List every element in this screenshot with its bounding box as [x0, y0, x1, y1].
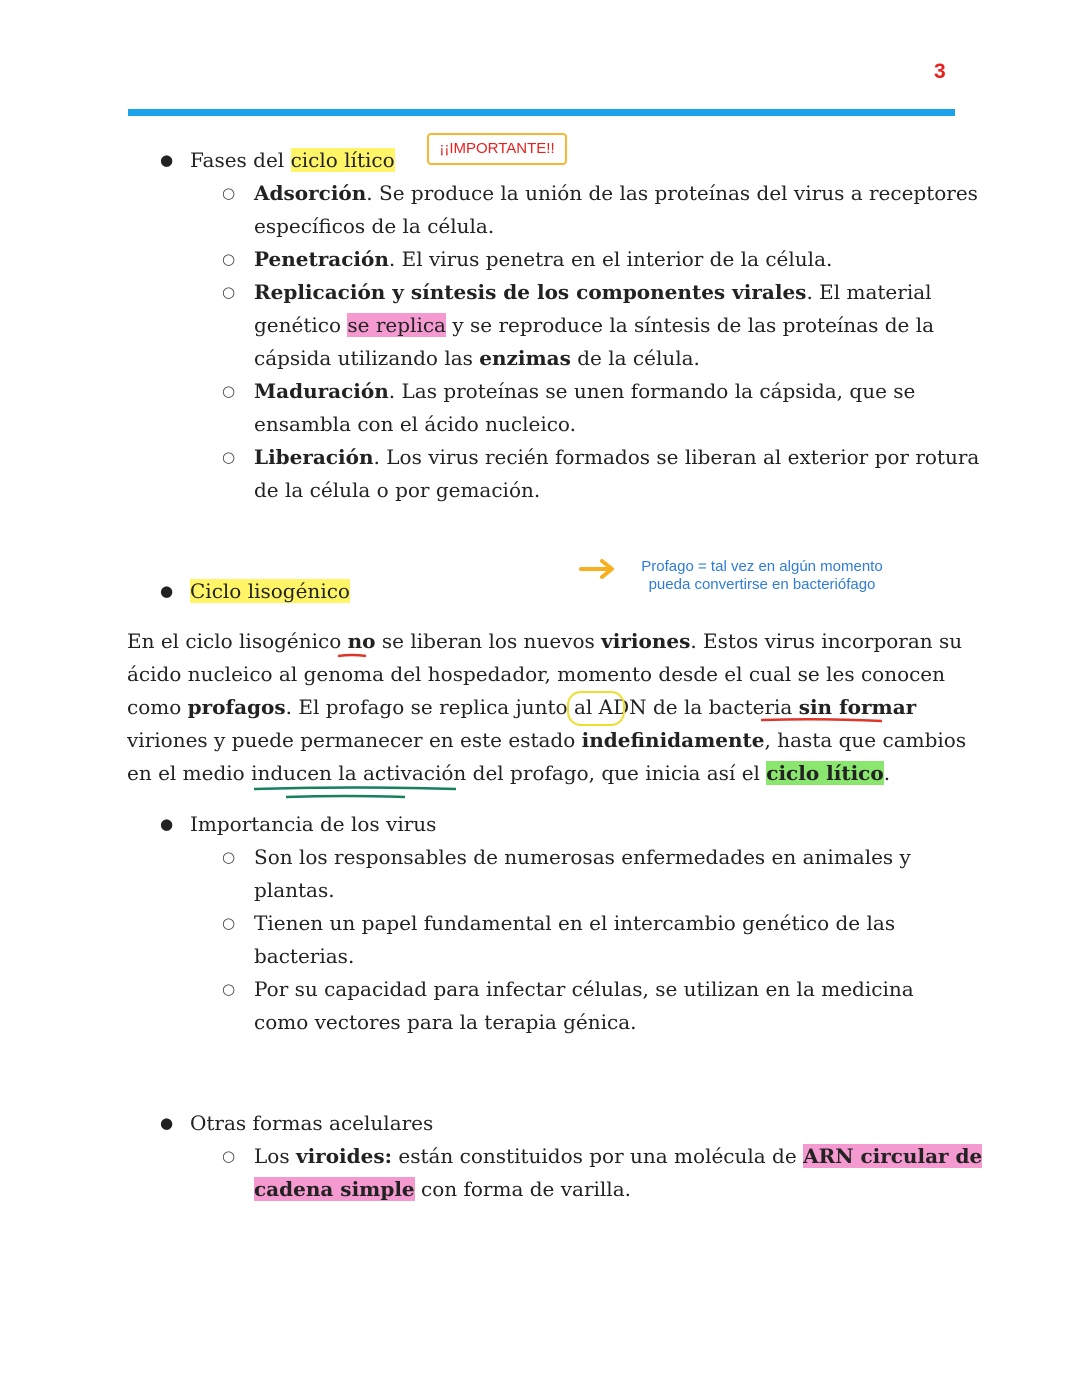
para-text: . El profago se replica junto al	[285, 695, 599, 719]
bullet-marker: ●	[160, 151, 174, 169]
para-text: En el ciclo lisogénico	[127, 629, 348, 653]
heading-fases-prefix: Fases del	[190, 148, 291, 172]
highlight-ciclo-litico: ciclo lítico	[766, 761, 884, 785]
para-text: como	[127, 695, 188, 719]
para-text: en el medio	[127, 761, 252, 785]
para-text: .	[883, 761, 891, 785]
list-item-viroides	[254, 1140, 983, 1206]
term-maduracion: Maduración	[254, 379, 389, 403]
list-item	[254, 841, 954, 907]
item-text: . Las proteínas se unen formando la cápsida, que se	[388, 379, 916, 403]
bullet-marker: ●	[160, 1114, 174, 1132]
item-text: Tienen un papel fundamental en el intercambio genético de las	[254, 911, 896, 935]
heading-lisogenico	[190, 575, 350, 608]
sub-bullet-marker: ○	[222, 184, 236, 202]
item-text-continued: específicos de la célula.	[254, 214, 495, 238]
underlined-inducen: inducen la activación	[251, 761, 467, 785]
list-item-adsorcion	[254, 177, 978, 243]
item-text: cápsida utilizando las	[254, 346, 480, 370]
important-note: ¡¡IMPORTANTE!!	[427, 133, 567, 165]
sub-bullet-marker: ○	[222, 382, 236, 400]
term-viroides: viroides:	[295, 1144, 392, 1168]
list-item-penetracion	[254, 243, 954, 276]
list-item	[254, 973, 954, 1039]
list-item-maduracion	[254, 375, 954, 441]
term-enzimas: enzimas	[479, 346, 571, 370]
item-text: genético	[254, 313, 348, 337]
item-text-continued: bacterias.	[254, 944, 355, 968]
sub-bullet-marker: ○	[222, 1147, 236, 1165]
list-item	[254, 907, 954, 973]
item-text: con forma de varilla.	[414, 1177, 631, 1201]
sub-bullet-marker: ○	[222, 448, 236, 466]
heading-fases	[190, 144, 395, 177]
item-text: . El virus penetra en el interior de la célula.	[388, 247, 833, 271]
highlight-arn-circular: ARN circular de	[803, 1144, 983, 1168]
term-adsorcion: Adsorción	[254, 181, 367, 205]
item-text-continued: de la célula o por gemación.	[254, 478, 541, 502]
para-text: de la bacteria	[646, 695, 799, 719]
item-text: y se reproduce la síntesis de las proteínas de la	[445, 313, 935, 337]
term-penetracion: Penetración	[254, 247, 389, 271]
heading-fases-highlight: ciclo lítico	[290, 148, 395, 172]
heading-lisogenico-highlight: Ciclo lisogénico	[190, 579, 350, 603]
page-number: 3	[934, 60, 946, 83]
item-text: de la célula.	[570, 346, 700, 370]
sub-bullet-marker: ○	[222, 250, 236, 268]
para-text: viriones y puede permanecer en este estado	[127, 728, 582, 752]
item-text: . El material	[806, 280, 932, 304]
item-text: Por su capacidad para infectar células, se utilizan en la medicina	[254, 977, 914, 1001]
sub-bullet-marker: ○	[222, 848, 236, 866]
item-text-continued: como vectores para la terapia génica.	[254, 1010, 637, 1034]
item-text-continued: ensambla con el ácido nucleico.	[254, 412, 576, 436]
list-item-liberacion	[254, 441, 980, 507]
sub-bullet-marker: ○	[222, 914, 236, 932]
bullet-marker: ●	[160, 815, 174, 833]
term-sin-formar: sin formar	[798, 695, 917, 719]
term-no: no	[347, 629, 376, 653]
adn-circle-annotation	[567, 691, 625, 726]
item-text-continued: plantas.	[254, 878, 335, 902]
sub-bullet-marker: ○	[222, 283, 236, 301]
heading-otras: Otras formas acelulares	[190, 1111, 434, 1135]
para-text: . Estos virus incorporan su	[690, 629, 963, 653]
bullet-marker: ●	[160, 582, 174, 600]
heading-importancia: Importancia de los virus	[190, 812, 437, 836]
para-text: ácido nucleico al genoma del hospedador, momento desde el cual se les conocen	[127, 662, 946, 686]
term-adn: ADN	[598, 695, 647, 719]
header-rule	[128, 109, 955, 116]
term-replicacion: Replicación y síntesis de los componentes virales	[254, 280, 807, 304]
sub-bullet-marker: ○	[222, 980, 236, 998]
para-text: del profago, que inicia así el	[466, 761, 767, 785]
term-profagos: profagos	[187, 695, 286, 719]
note-line: Profago = tal vez en algún momento	[641, 558, 883, 575]
term-liberacion: Liberación	[254, 445, 374, 469]
para-text: , hasta que cambios	[764, 728, 967, 752]
underline-inducen-2	[286, 796, 405, 797]
highlight-se-replica: se replica	[347, 313, 446, 337]
term-viriones: viriones	[601, 629, 691, 653]
paragraph-lisogenico	[127, 625, 967, 790]
para-text: se liberan los nuevos	[375, 629, 602, 653]
item-text: . Los virus recién formados se liberan al exterior por rotura	[373, 445, 980, 469]
item-text: Los	[254, 1144, 296, 1168]
handwritten-note	[612, 558, 912, 594]
item-text: están constituidos por una molécula de	[392, 1144, 804, 1168]
term-indefinidamente: indefinidamente	[581, 728, 765, 752]
item-text: Son los responsables de numerosas enfermedades en animales y	[254, 845, 911, 869]
note-line: pueda convertirse en bacteriófago	[648, 576, 876, 593]
list-item-replicacion	[254, 276, 954, 375]
item-text: . Se produce la unión de las proteínas del virus a receptores	[366, 181, 978, 205]
highlight-cadena-simple: cadena simple	[254, 1177, 415, 1201]
